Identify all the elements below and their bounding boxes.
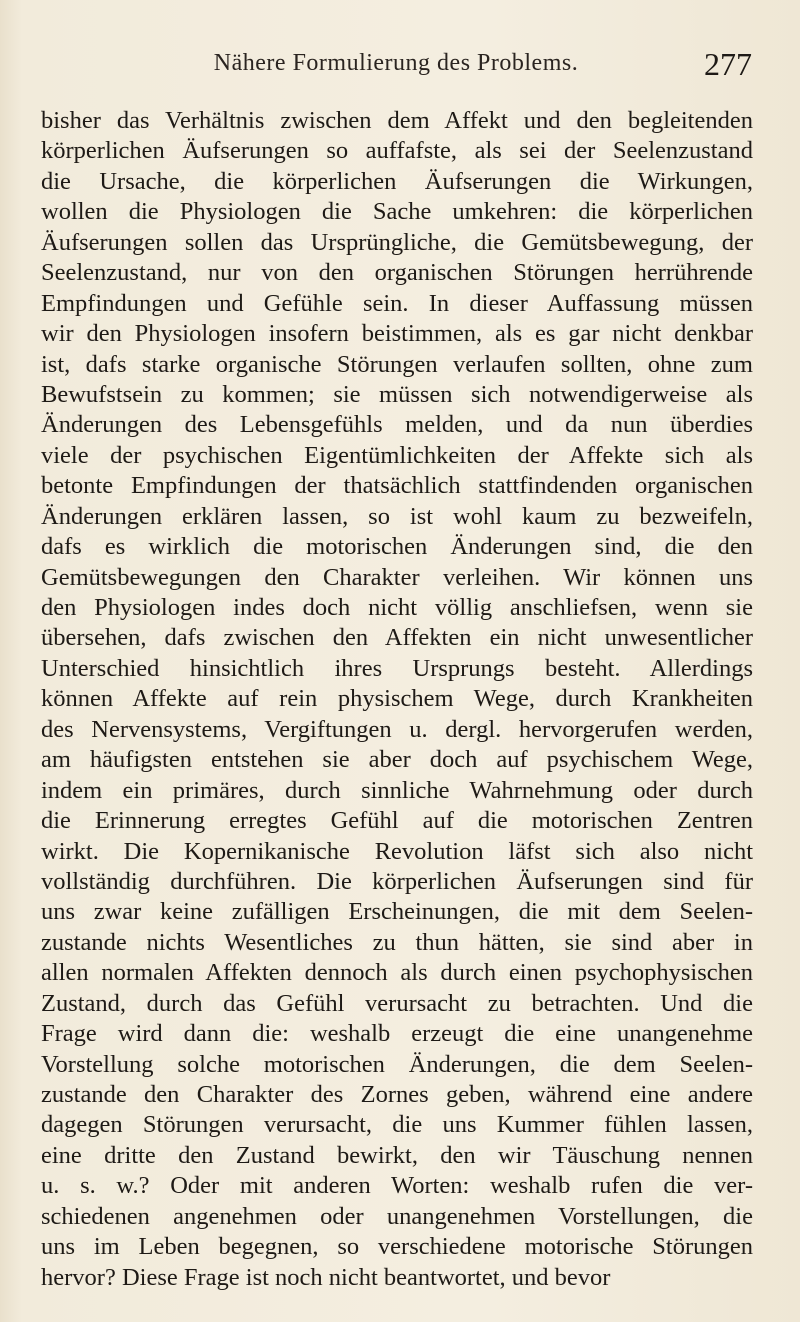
- text-line: uns im Leben begegnen, so verschiedene motorische Störungen: [41, 1233, 753, 1261]
- text-line: Unterschied hinsichtlich ihres Ursprungs besteht. Allerdings: [41, 654, 753, 682]
- running-head: [40, 46, 752, 86]
- text-line: indem ein primäres, durch sinnliche Wahrnehmung oder durch: [41, 776, 753, 804]
- text-line: die Ursache, die körperlichen Äufserungen die Wirkungen,: [41, 167, 753, 195]
- running-title: Nähere Formulierung des Problems.: [213, 50, 579, 76]
- text-line: Seelenzustand, nur von den organischen Störungen herrührende: [41, 259, 753, 287]
- text-line: Vorstellung solche motorischen Änderungen, die dem Seelen-: [41, 1050, 753, 1078]
- text-line: Frage wird dann die: weshalb erzeugt die eine unangenehme: [41, 1020, 753, 1048]
- text-line: des Nervensystems, Vergiftungen u. dergl. hervorgerufen werden,: [41, 715, 753, 743]
- text-line: können Affekte auf rein physischem Wege, durch Krankheiten: [41, 685, 753, 713]
- text-line: vollständig durchführen. Die körperlichen Äufserungen sind für: [41, 867, 753, 895]
- text-line: Bewufstsein zu kommen; sie müssen sich notwendigerweise als: [41, 380, 753, 408]
- text-line: Änderungen erklären lassen, so ist wohl kaum zu bezweifeln,: [41, 502, 753, 530]
- text-line: uns zwar keine zufälligen Erscheinungen, die mit dem Seelen-: [41, 898, 753, 926]
- text-line: ist, dafs starke organische Störungen verlaufen sollten, ohne zum: [41, 350, 753, 378]
- text-line: Empfindungen und Gefühle sein. In dieser Auffassung müssen: [41, 289, 753, 317]
- text-line: den Physiologen indes doch nicht völlig anschliefsen, wenn sie: [41, 594, 753, 621]
- body-text: [41, 106, 753, 1293]
- text-line: allen normalen Affekten dennoch als durch einen psychophysischen: [41, 959, 753, 987]
- text-line: Gemütsbewegungen den Charakter verleihen. Wir können uns: [41, 563, 753, 591]
- text-line: körperlichen Äufserungen so auffafste, als sei der Seelenzustand: [41, 137, 753, 165]
- text-line: Änderungen des Lebensgefühls melden, und da nun überdies: [41, 411, 753, 439]
- text-line: Äufserungen sollen das Ursprüngliche, die Gemütsbewegung, der: [41, 228, 753, 256]
- text-line: schiedenen angenehmen oder unangenehmen Vorstellungen, die: [41, 1202, 753, 1230]
- text-line: betonte Empfindungen der thatsächlich stattfindenden organischen: [41, 472, 753, 500]
- text-line: übersehen, dafs zwischen den Affekten ein nicht unwesentlicher: [41, 624, 753, 652]
- page-number: 277: [704, 46, 752, 82]
- text-line: hervor? Diese Frage ist noch nicht beantwortet, und bevor: [41, 1263, 611, 1291]
- text-line: wir den Physiologen insofern beistimmen, als es gar nicht denkbar: [41, 320, 753, 348]
- text-line: die Erinnerung erregtes Gefühl auf die motorischen Zentren: [41, 807, 753, 835]
- text-line: zustande nichts Wesentliches zu thun hätten, sie sind aber in: [41, 928, 753, 956]
- text-line: wirkt. Die Kopernikanische Revolution läfst sich also nicht: [41, 837, 753, 865]
- text-line: bisher das Verhältnis zwischen dem Affekt und den begleitenden: [41, 107, 753, 134]
- text-line: Zustand, durch das Gefühl verursacht zu betrachten. Und die: [41, 989, 753, 1017]
- text-line: dafs es wirklich die motorischen Änderungen sind, die den: [41, 533, 753, 561]
- text-line: dagegen Störungen verursacht, die uns Kummer fühlen lassen,: [41, 1111, 753, 1139]
- text-line: u. s. w.? Oder mit anderen Worten: weshalb rufen die ver-: [41, 1172, 753, 1200]
- text-line: am häufigsten entstehen sie aber doch auf psychischem Wege,: [41, 746, 753, 774]
- text-line: wollen die Physiologen die Sache umkehren: die körperlichen: [41, 198, 753, 226]
- text-line: viele der psychischen Eigentümlichkeiten der Affekte sich als: [41, 441, 753, 469]
- text-line: zustande den Charakter des Zornes geben, während eine andere: [41, 1081, 753, 1108]
- text-line: eine dritte den Zustand bewirkt, den wir Täuschung nennen: [41, 1141, 753, 1169]
